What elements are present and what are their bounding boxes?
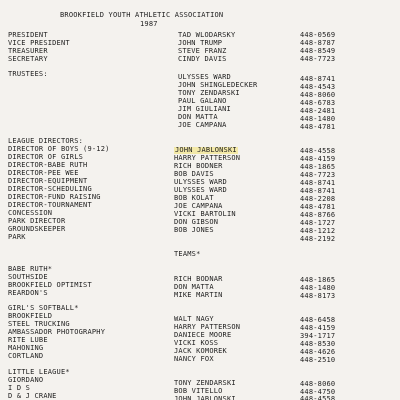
director-phone: 448-1865	[300, 163, 336, 171]
team-name: BROOKFIELD	[8, 312, 53, 320]
coach-phone: 448-1865	[300, 276, 336, 284]
coach-name: RICH BODNAR	[174, 275, 223, 283]
director-name: ULYSSES WARD	[174, 178, 227, 186]
director-phone: 448-1212	[300, 227, 336, 235]
officer-phone: 448-8787	[300, 39, 336, 47]
coach-phone: 448-6458	[300, 316, 336, 324]
director-phone: 448-2192	[300, 235, 336, 243]
director-phone: 448-4781	[300, 203, 336, 211]
coach-phone: 448-4159	[300, 324, 336, 332]
org-title: BROOKFIELD YOUTH ATHLETIC ASSOCIATION	[60, 11, 224, 19]
director-name: VICKI BARTOLIN	[174, 210, 236, 218]
trustee-phone: 448-2481	[300, 107, 336, 115]
director-phone: 448-4558	[300, 147, 336, 155]
officer-role: PRESIDENT	[8, 31, 48, 39]
team-name: MAHONING	[8, 344, 44, 352]
team-name: STEEL TRUCKING	[8, 320, 70, 328]
trustee-phone: 448-4543	[300, 83, 336, 91]
director-phone: 448-7723	[300, 171, 336, 179]
team-name: CORTLAND	[8, 352, 44, 360]
director-phone: 448-8741	[300, 187, 336, 195]
coach-name: JACK KOMOREK	[174, 347, 227, 355]
director-role: PARK DIRECTOR	[8, 217, 66, 225]
officer-role: VICE PRESIDENT	[8, 39, 70, 47]
team-name: SOUTHSIDE	[8, 273, 48, 281]
trustee-phone: 448-8741	[300, 75, 336, 83]
coach-phone: 448-4626	[300, 348, 336, 356]
team-name: RITE LUBE	[8, 336, 48, 344]
officer-phone: 448-7723	[300, 55, 336, 63]
girls-softball-label: GIRL'S SOFTBALL*	[8, 304, 79, 312]
officer-name: STEVE FRANZ	[178, 47, 227, 55]
trustee-name: PAUL GALANO	[178, 97, 227, 105]
coach-name: VICKI KOSS	[174, 339, 219, 347]
trustee-phone: 448-4781	[300, 123, 336, 131]
director-role: DIRECTOR-EQUIPMENT	[8, 177, 88, 185]
director-phone: 448-4159	[300, 155, 336, 163]
director-role: PARK	[8, 233, 26, 241]
team-name: D & J CRANE	[8, 392, 57, 400]
team-name: BROOKFIELD OPTIMIST	[8, 281, 92, 289]
trustee-name: JIM GIULIANI	[178, 105, 231, 113]
little-league-label: LITTLE LEAGUE*	[8, 368, 70, 376]
coach-name: HARRY PATTERSON	[174, 323, 241, 331]
officer-role: TREASURER	[8, 47, 48, 55]
coach-name: BOB VITELLO	[174, 387, 223, 395]
coach-phone: 448-8530	[300, 340, 336, 348]
coach-name: MIKE MARTIN	[174, 291, 223, 299]
trustee-name: JOE CAMPANA	[178, 121, 227, 129]
director-name: ULYSSES WARD	[174, 186, 227, 194]
director-name: DON GIBSON	[174, 218, 219, 226]
director-name: JOHN JABLONSKI	[175, 146, 237, 154]
officer-name: TAD WLODARSKY	[178, 31, 236, 39]
director-role: DIRECTOR-BABE RUTH	[8, 161, 88, 169]
director-role: DIRECTOR-SCHEDULING	[8, 185, 92, 193]
director-name: JOE CAMPANA	[174, 202, 223, 210]
teams-label: TEAMS*	[174, 250, 201, 258]
director-phone: 448-2208	[300, 195, 336, 203]
director-name: HARRY PATTERSON	[174, 154, 241, 162]
director-phone: 448-1727	[300, 219, 336, 227]
team-name: AMBASSADOR PHOTOGRAPHY	[8, 328, 106, 336]
coach-name: WALT NAGY	[174, 315, 214, 323]
director-name: BOB KOLAT	[174, 194, 214, 202]
team-name: REARDON'S	[8, 289, 48, 297]
trustee-name: ULYSSES WARD	[178, 73, 231, 81]
trustee-name: DON MATTA	[178, 113, 218, 121]
officer-phone: 448-8549	[300, 47, 336, 55]
team-name: GIORDANO	[8, 376, 44, 384]
coach-phone: 448-4750	[300, 388, 336, 396]
trustee-name: JOHN SHINGLEDECKER	[178, 81, 258, 89]
coach-name: DANIECE MOORE	[174, 331, 232, 339]
director-role: DIRECTOR OF BOYS (9-12)	[8, 145, 110, 153]
director-role: DIRECTOR-TOURNAMENT	[8, 201, 92, 209]
director-role: CONCESSION	[8, 209, 53, 217]
officer-role: SECRETARY	[8, 55, 48, 63]
coach-name: JOHN JABLONSKI	[174, 395, 236, 400]
director-phone: 448-8741	[300, 179, 336, 187]
trustees-label: TRUSTEES:	[8, 70, 48, 78]
director-role: GROUNDSKEEPER	[8, 225, 66, 233]
year: 1987	[140, 20, 158, 28]
officer-name: CINDY DAVIS	[178, 55, 227, 63]
babe-ruth-label: BABE RUTH*	[8, 265, 53, 273]
officer-phone: 448-0569	[300, 31, 336, 39]
team-name: I D S	[8, 384, 31, 392]
league-directors-label: LEAGUE DIRECTORS:	[8, 137, 84, 145]
coach-phone: 448-8060	[300, 380, 336, 388]
coach-phone: 448-4558	[300, 395, 336, 400]
trustee-phone: 448-6783	[300, 99, 336, 107]
coach-name: TONY ZENDARSKI	[174, 379, 236, 387]
coach-phone: 448-2510	[300, 356, 336, 364]
coach-name: DON MATTA	[174, 283, 214, 291]
director-name: BOB DAVIS	[174, 170, 214, 178]
director-phone: 448-8766	[300, 211, 336, 219]
trustee-phone: 448-8060	[300, 91, 336, 99]
director-role: DIRECTOR-FUND RAISING	[8, 193, 101, 201]
coach-phone: 394-1717	[300, 332, 336, 340]
director-name: RICH BODNER	[174, 162, 223, 170]
officer-name: JOHN TRUMP	[178, 39, 223, 47]
director-role: DIRECTOR-PEE WEE	[8, 169, 79, 177]
trustee-phone: 448-1480	[300, 115, 336, 123]
director-role: DIRECTOR OF GIRLS	[8, 153, 84, 161]
coach-name: NANCY FOX	[174, 355, 214, 363]
coach-phone: 448-8173	[300, 292, 336, 300]
coach-phone: 448-1480	[300, 284, 336, 292]
trustee-name: TONY ZENDARSKI	[178, 89, 240, 97]
director-name: BOB JONES	[174, 226, 214, 234]
